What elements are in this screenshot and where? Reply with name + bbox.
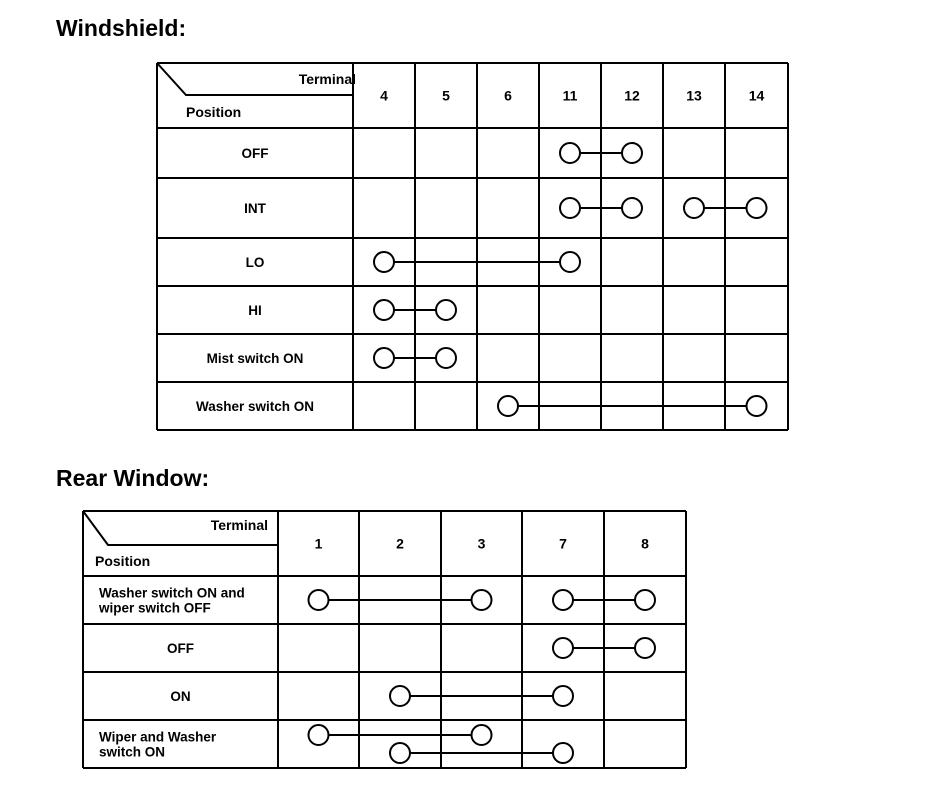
rear-terminal-node bbox=[472, 725, 492, 745]
rear-row-label: ON bbox=[170, 689, 191, 704]
windshield-terminal-6: 6 bbox=[504, 87, 512, 104]
rear-terminal-node bbox=[309, 590, 329, 610]
rear-row-label: switch ON bbox=[99, 744, 166, 760]
windshield-row-label: Mist switch ON bbox=[206, 351, 304, 366]
windshield-row-label: Washer switch ON bbox=[195, 399, 315, 414]
rear-row-label: Washer switch ON and bbox=[99, 585, 245, 601]
windshield-terminal-node bbox=[560, 198, 580, 218]
rear-window-title: Rear Window: bbox=[56, 465, 210, 491]
windshield-table bbox=[157, 63, 788, 430]
rear-terminal-node bbox=[635, 590, 655, 610]
windshield-terminal-node bbox=[374, 348, 394, 368]
rear-terminal-2: 2 bbox=[396, 535, 404, 552]
rear-terminal-8: 8 bbox=[641, 535, 649, 552]
rear-terminal-node bbox=[553, 638, 573, 658]
windshield-terminal-node bbox=[436, 300, 456, 320]
rear-terminal-node bbox=[635, 638, 655, 658]
windshield-terminal-5: 5 bbox=[442, 87, 450, 104]
rear-terminal-node bbox=[472, 590, 492, 610]
windshield-row-label: HI bbox=[248, 303, 262, 318]
rear-terminal-1: 1 bbox=[314, 535, 323, 552]
rear-row-label: Wiper and Washer bbox=[99, 729, 217, 745]
windshield-terminal-node bbox=[498, 396, 518, 416]
rear-terminal-node bbox=[553, 686, 573, 706]
windshield-terminal-node bbox=[560, 252, 580, 272]
windshield-terminal-4: 4 bbox=[380, 87, 388, 104]
windshield-terminal-11: 11 bbox=[562, 87, 578, 104]
rear-terminal-7: 7 bbox=[559, 535, 567, 552]
windshield-terminal-node bbox=[374, 252, 394, 272]
windshield-terminal-node bbox=[622, 198, 642, 218]
windshield-position-heading: Position bbox=[186, 104, 242, 120]
rear-terminal-node bbox=[553, 743, 573, 763]
rear-terminal-node bbox=[390, 686, 410, 706]
windshield-terminal-node bbox=[374, 300, 394, 320]
windshield-title: Windshield: bbox=[56, 15, 187, 41]
windshield-terminal-node bbox=[684, 198, 704, 218]
windshield-terminal-14: 14 bbox=[748, 87, 765, 104]
rear-terminal-heading: Terminal bbox=[210, 517, 268, 533]
windshield-row-label: OFF bbox=[241, 146, 269, 161]
windshield-terminal-node bbox=[560, 143, 580, 163]
rear-terminal-node bbox=[309, 725, 329, 745]
rear-terminal-3: 3 bbox=[477, 535, 486, 552]
windshield-terminal-node bbox=[622, 143, 642, 163]
windshield-terminal-13: 13 bbox=[686, 87, 702, 104]
rear-row-label: wiper switch OFF bbox=[99, 600, 211, 616]
rear-terminal-node bbox=[553, 590, 573, 610]
rear-row-label: OFF bbox=[167, 641, 194, 656]
windshield-terminal-node bbox=[747, 396, 767, 416]
windshield-terminal-node bbox=[747, 198, 767, 218]
windshield-terminal-node bbox=[436, 348, 456, 368]
rear-window-table bbox=[83, 511, 686, 768]
windshield-terminal-heading: Terminal bbox=[298, 71, 356, 87]
rear-position-heading: Position bbox=[95, 553, 151, 569]
windshield-row-label: INT bbox=[244, 201, 266, 216]
rear-terminal-node bbox=[390, 743, 410, 763]
windshield-terminal-12: 12 bbox=[624, 87, 640, 104]
windshield-row-label: LO bbox=[245, 255, 265, 270]
